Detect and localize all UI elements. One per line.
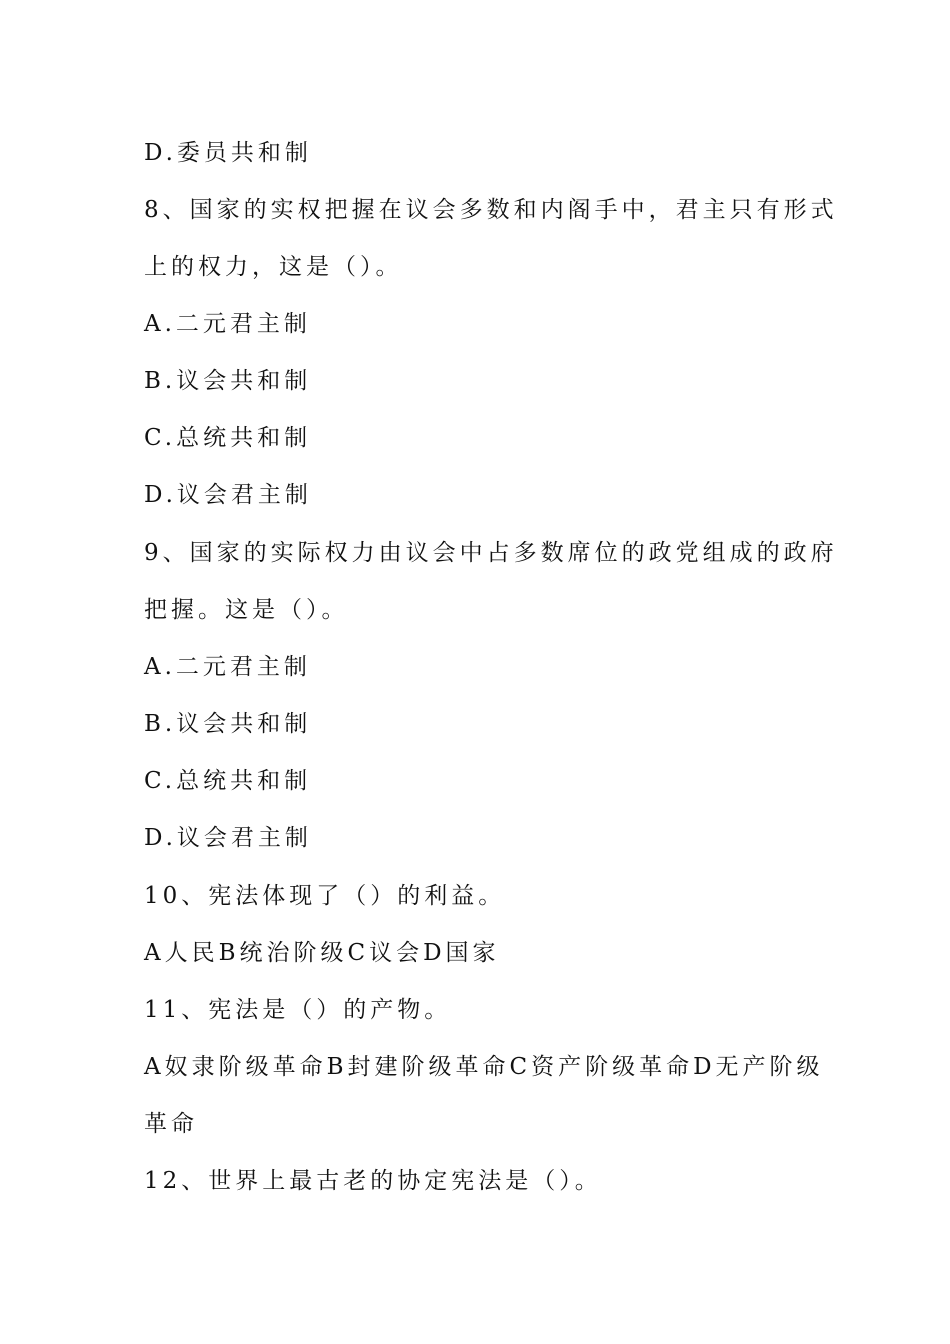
option-7d: D.委员共和制 [144, 140, 312, 166]
option-9b: B.议会共和制 [144, 711, 312, 737]
options-10: A人民B统治阶级C议会D国家 [144, 940, 500, 966]
question-12: 12、世界上最古老的协定宪法是（）。 [144, 1168, 602, 1194]
option-9d: D.议会君主制 [144, 825, 312, 851]
question-8-line-1: 8、国家的实权把握在议会多数和内阁手中，君主只有形式 [144, 197, 838, 223]
question-9-line-2: 把握。这是（）。 [144, 597, 349, 623]
option-8a: A.二元君主制 [144, 311, 311, 337]
option-8c: C.总统共和制 [144, 425, 312, 451]
options-11-line-1: A奴隶阶级革命B封建阶级革命C资产阶级革命D无产阶级 [144, 1054, 824, 1080]
options-11-line-2: 革命 [144, 1111, 198, 1137]
question-8-line-2: 上的权力，这是（）。 [144, 254, 403, 280]
option-8b: B.议会共和制 [144, 368, 312, 394]
option-9c: C.总统共和制 [144, 768, 312, 794]
question-9-line-1: 9、国家的实际权力由议会中占多数席位的政党组成的政府 [144, 540, 838, 566]
option-9a: A.二元君主制 [144, 654, 311, 680]
question-10: 10、宪法体现了（）的利益。 [144, 883, 506, 909]
question-11: 11、宪法是（）的产物。 [144, 997, 452, 1023]
option-8d: D.议会君主制 [144, 482, 312, 508]
